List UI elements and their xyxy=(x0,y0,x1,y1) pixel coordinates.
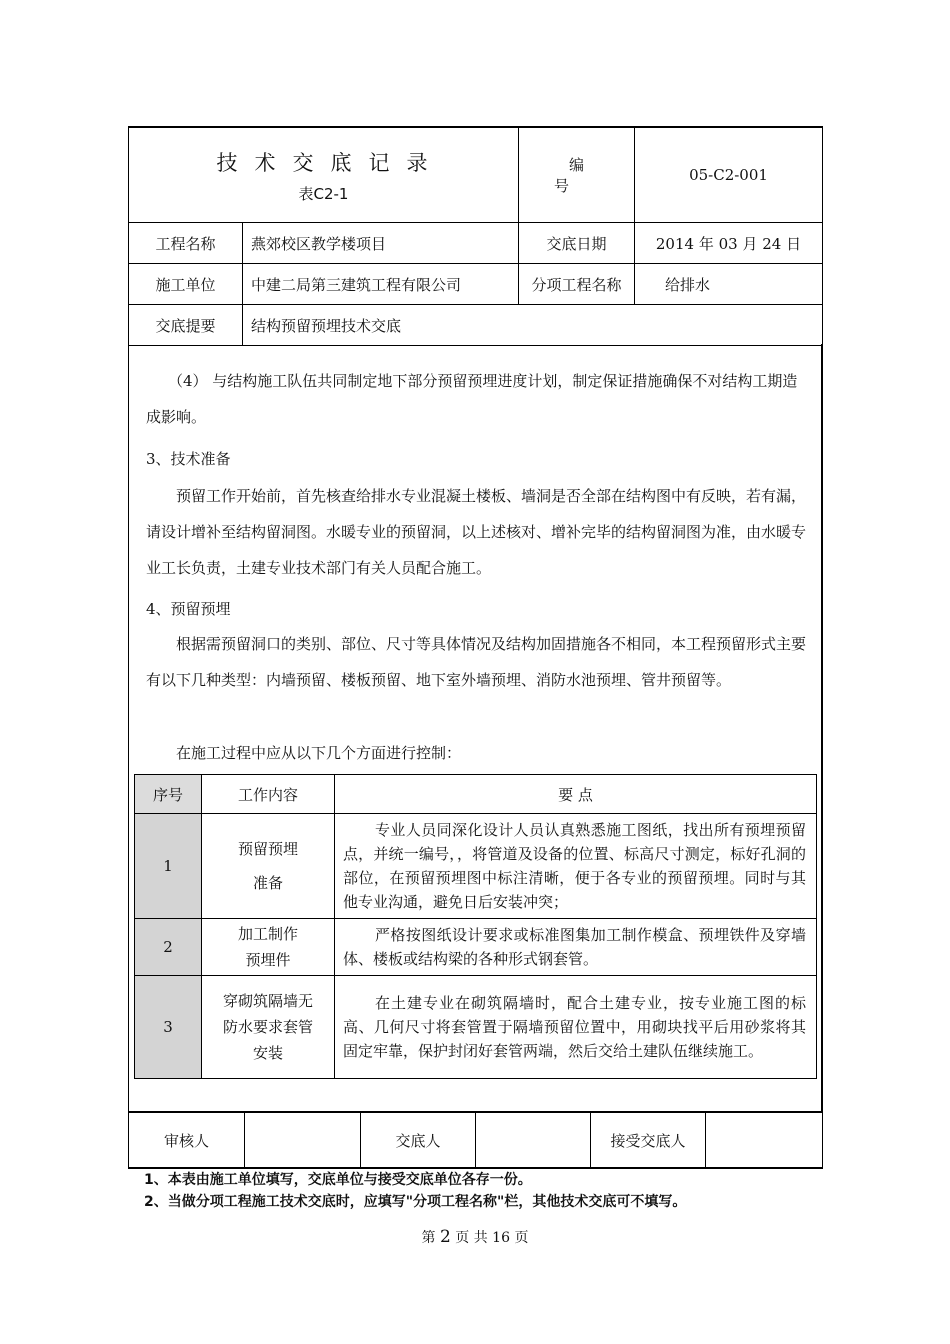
row-work-line: 预留预埋 xyxy=(237,840,298,858)
date-value: 2014 年 03 月 24 日 xyxy=(635,223,823,264)
paragraph-technical-prep: 预留工作开始前，首先核查给排水专业混凝土楼板、墙洞是否全部在结构图中有反映，若有漏，请设计增补至结构留洞图。水暖专业的预留洞，以上述核对、增补完毕的结构留洞图为准，由水暖专业工长负责，土建专业技术部门有关人员配合施工。 xyxy=(146,487,807,577)
paragraph-control-intro: 在施工过程中应从以下几个方面进行控制： xyxy=(176,744,462,762)
row-point: 在土建专业在砌筑隔墙时，配合土建专业，按专业施工图的标高、几何尺寸将套管置于隔墙预留位置中，用砌块找平后用砂浆将其固定牢靠，保护封闭好套管两端，然后交给土建队伍继续施工。 xyxy=(335,976,817,1079)
receiver-signature-field xyxy=(706,1112,823,1168)
row-work-line: 准备 xyxy=(252,874,283,892)
col-header-points: 要 点 xyxy=(335,775,817,814)
page-footer xyxy=(0,1227,950,1247)
row-number: 2 xyxy=(135,919,202,976)
footer-middle: 页 共 xyxy=(455,1230,488,1246)
note-1: 1、本表由施工单位填写，交底单位与接受交底单位各存一份。 xyxy=(144,1172,532,1188)
discloser-label: 交底人 xyxy=(361,1112,476,1168)
table-row xyxy=(135,919,817,976)
section-heading-technical-prep: 3、技术准备 xyxy=(146,450,231,468)
project-name-value: 燕郊校区教学楼项目 xyxy=(243,223,519,264)
row-point: 严格按图纸设计要求或标准图集加工制作模盒、预埋铁件及穿墙体、楼板或结构梁的各种形式钢套管。 xyxy=(335,919,817,976)
contractor-value: 中建二局第三建筑工程有限公司 xyxy=(243,264,519,305)
form-number: 表C2-1 xyxy=(298,184,349,203)
project-name-label: 工程名称 xyxy=(129,223,243,264)
row-work-line: 安装 xyxy=(252,1044,283,1062)
control-table xyxy=(134,774,817,1079)
title-cell xyxy=(129,127,519,223)
section-heading-embedding: 4、预留预埋 xyxy=(146,600,231,618)
footer-prefix: 第 xyxy=(421,1230,436,1246)
table-row xyxy=(135,814,817,919)
row-work xyxy=(202,919,335,976)
contractor-label: 施工单位 xyxy=(129,264,243,305)
control-table-header xyxy=(135,775,817,814)
row-number: 3 xyxy=(135,976,202,1079)
date-label: 交底日期 xyxy=(519,223,635,264)
receiver-label: 接受交底人 xyxy=(591,1112,706,1168)
row-work xyxy=(202,814,335,919)
page-total: 16 xyxy=(492,1230,510,1246)
header-table xyxy=(128,126,823,346)
form-title: 技术交底记录 xyxy=(216,150,445,175)
reviewer-label: 审核人 xyxy=(129,1112,245,1168)
summary-value: 结构预留预埋技术交底 xyxy=(243,305,823,346)
reviewer-signature-field xyxy=(245,1112,361,1168)
discloser-signature-field xyxy=(476,1112,591,1168)
signature-table xyxy=(128,1111,823,1169)
summary-label: 交底提要 xyxy=(129,305,243,346)
row-work-line: 穿砌筑隔墙无 xyxy=(222,992,313,1010)
row-work-line: 加工制作 xyxy=(237,925,298,943)
note-2: 2、当做分项工程施工技术交底时，应填写"分项工程名称"栏，其他技术交底可不填写。 xyxy=(144,1194,687,1210)
paragraph-embedding: 根据需预留洞口的类别、部位、尺寸等具体情况及结构加固措施各不相同，本工程预留形式主要有以下几种类型：内墙预留、楼板预留、地下室外墙预埋、消防水池预埋、管井预留等。 xyxy=(146,635,807,689)
subproject-label: 分项工程名称 xyxy=(519,264,635,305)
footer-suffix: 页 xyxy=(514,1230,529,1246)
subproject-value: 给排水 xyxy=(635,264,823,305)
code-label: 编号 xyxy=(553,156,614,195)
row-point: 专业人员同深化设计人员认真熟悉施工图纸，找出所有预埋预留点，并统一编号，，将管道及设备的位置、标高尺寸测定，标好孔洞的部位，在预留预埋图中标注清晰，便于各专业的预留预埋。同时与其他专业沟通，避免日后安装冲突； xyxy=(335,814,817,919)
paragraph-item-4: （4） 与结构施工队伍共同制定地下部分预留预埋进度计划，制定保证措施确保不对结构工期造成影响。 xyxy=(146,372,798,426)
row-work-line: 预埋件 xyxy=(245,951,291,969)
row-work-line: 防水要求套管 xyxy=(222,1018,313,1036)
col-header-work: 工作内容 xyxy=(202,775,335,814)
page-number: 2 xyxy=(439,1227,451,1247)
code-label-cell xyxy=(519,127,635,223)
col-header-no: 序号 xyxy=(135,775,202,814)
code-value: 05-C2-001 xyxy=(635,127,823,223)
table-row xyxy=(135,976,817,1079)
row-work xyxy=(202,976,335,1079)
row-number: 1 xyxy=(135,814,202,919)
